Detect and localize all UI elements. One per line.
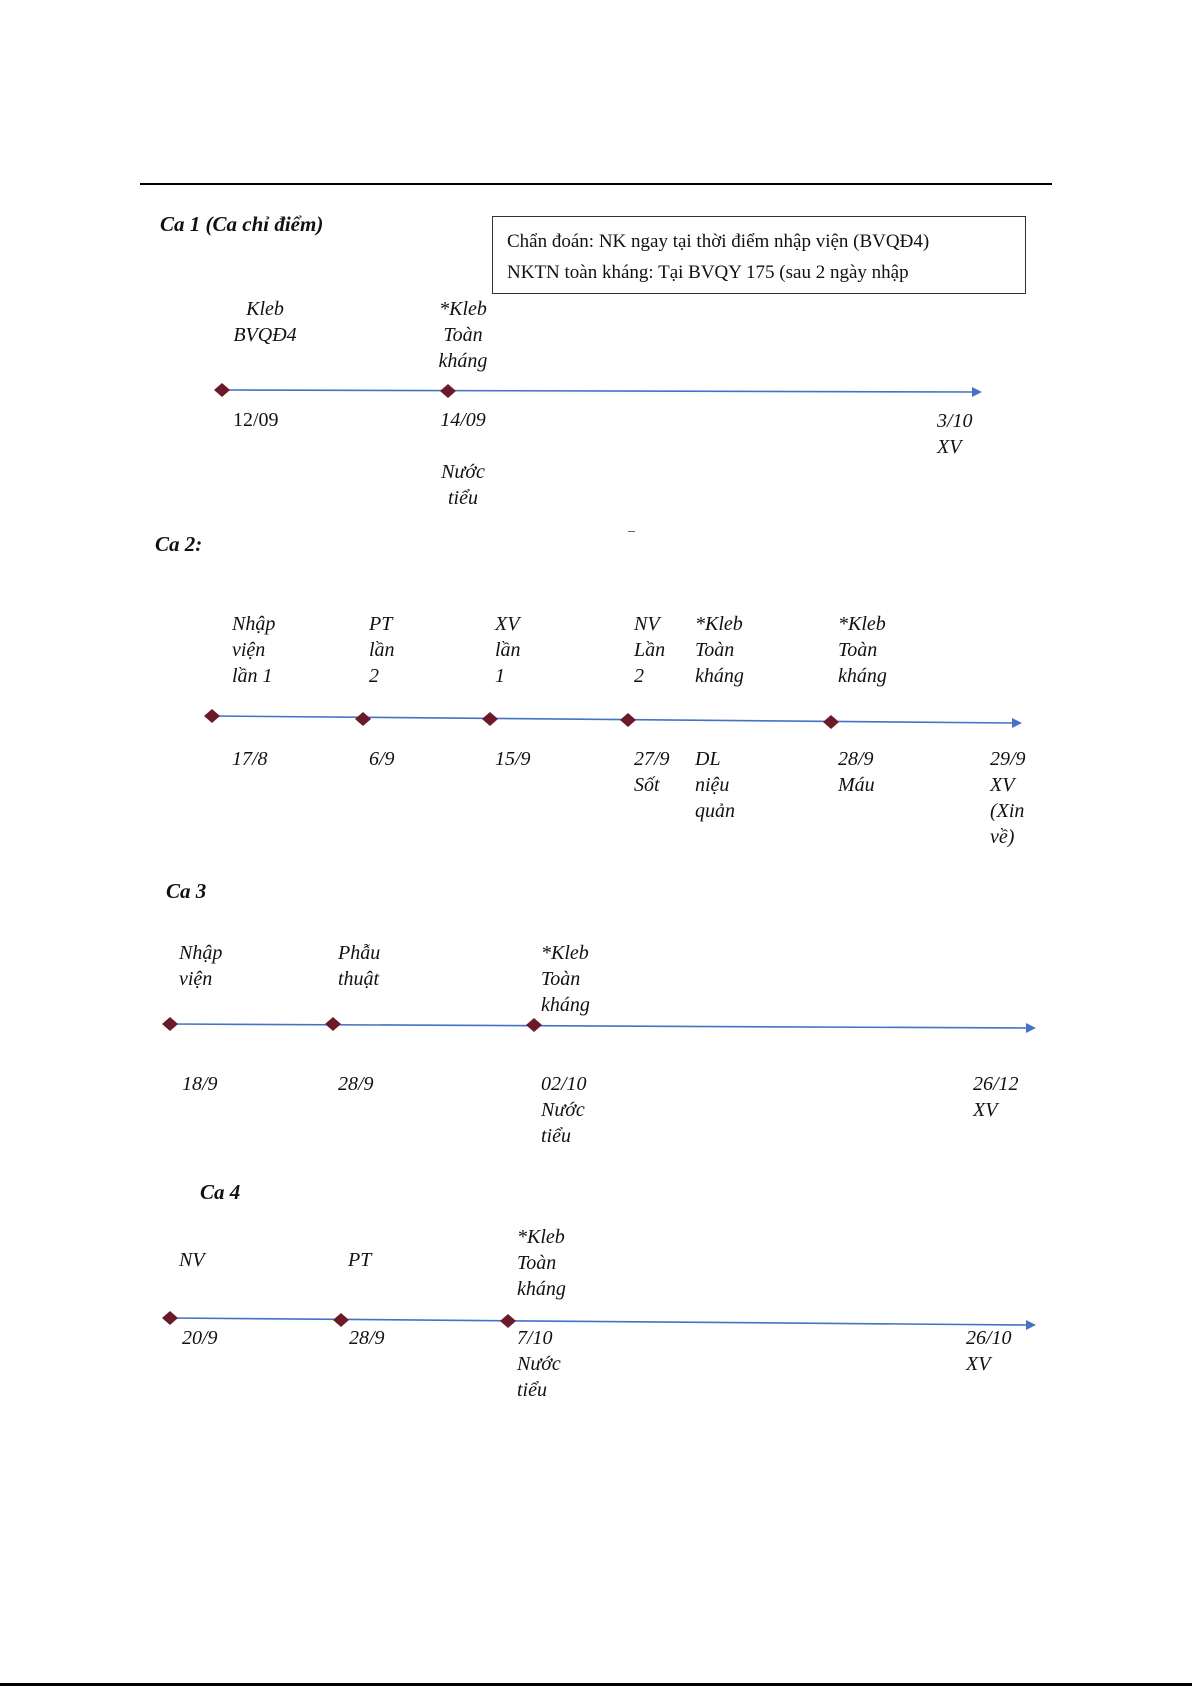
case-2-event-5-date: DL niệu quản (695, 748, 735, 822)
case-1-end-label: 3/10 XV (937, 410, 973, 458)
case-1-event-2-date: 14/09 Nước tiểu (440, 409, 486, 509)
case-2-event-6-label: *Kleb Toàn kháng (838, 613, 887, 687)
case-2-event-4-date: 27/9 Sốt (634, 748, 670, 796)
case-1-title: Ca 1 (Ca chỉ điểm) (160, 212, 324, 236)
case-2-event-4-label: NV Lần 2 (634, 613, 666, 687)
case-4-marker-2 (333, 1313, 349, 1327)
case-4-event-3-date: 7/10 Nước tiểu (517, 1327, 561, 1401)
case-4-title: Ca 4 (200, 1180, 241, 1204)
case-3-title: Ca 3 (166, 879, 207, 903)
case-2-event-3-date: 15/9 (495, 748, 531, 770)
diagnosis-line-2: NKTN toàn kháng: Tại BVQY 175 (sau 2 ngày nhập (507, 262, 909, 283)
case-4-event-1-label: NV (179, 1249, 205, 1271)
case-3-event-2-label: Phẫu thuật (338, 942, 381, 990)
case-4-event-3-label: *Kleb Toàn kháng (517, 1226, 566, 1300)
case-1-event-2-label: *Kleb Toàn kháng (438, 298, 488, 372)
case-3-end-label: 26/12 XV (973, 1073, 1019, 1121)
case-2-event-6-date: 28/9 Máu (838, 748, 875, 796)
case-1-event-1-date: 12/09 (233, 409, 279, 431)
case-2-event-2-label: PT lần 2 (369, 613, 395, 687)
case-2-event-5-label: *Kleb Toàn kháng (695, 613, 744, 687)
case-4-marker-3 (500, 1314, 516, 1328)
diagnosis-line-1: Chẩn đoán: NK ngay tại thời điểm nhập viện (BVQĐ4) (507, 231, 930, 252)
case-3-event-3-label: *Kleb Toàn kháng (541, 942, 590, 1016)
case-4-marker-1 (162, 1311, 178, 1325)
case-2-event-1-date: 17/8 (232, 748, 268, 770)
case-4-event-2-label: PT (348, 1249, 372, 1271)
case-4-end-label: 26/10 XV (966, 1327, 1012, 1375)
case-4-axis (170, 1318, 1026, 1325)
case-1-event-1-label: Kleb BVQĐ4 (233, 298, 297, 346)
case-2-event-1-label: Nhập viện lần 1 (232, 613, 276, 687)
case-2-title: Ca 2: (155, 532, 203, 556)
case-3-event-1-label: Nhập viện (179, 942, 223, 990)
case-2-event-3-label: XV lần 1 (495, 613, 521, 687)
case-4-arrowhead (1026, 1320, 1036, 1330)
case-3-event-3-date: 02/10 Nước tiểu (541, 1073, 587, 1147)
case-2-end-label: 29/9 XV (Xin về) (990, 748, 1026, 848)
case-2-event-2-date: 6/9 (369, 748, 395, 770)
case-3-event-1-date: 18/9 (182, 1073, 218, 1095)
case-3-event-2-date: 28/9 (338, 1073, 374, 1095)
case-4-event-2-date: 28/9 (349, 1327, 385, 1349)
case-4-event-1-date: 20/9 (182, 1327, 218, 1349)
